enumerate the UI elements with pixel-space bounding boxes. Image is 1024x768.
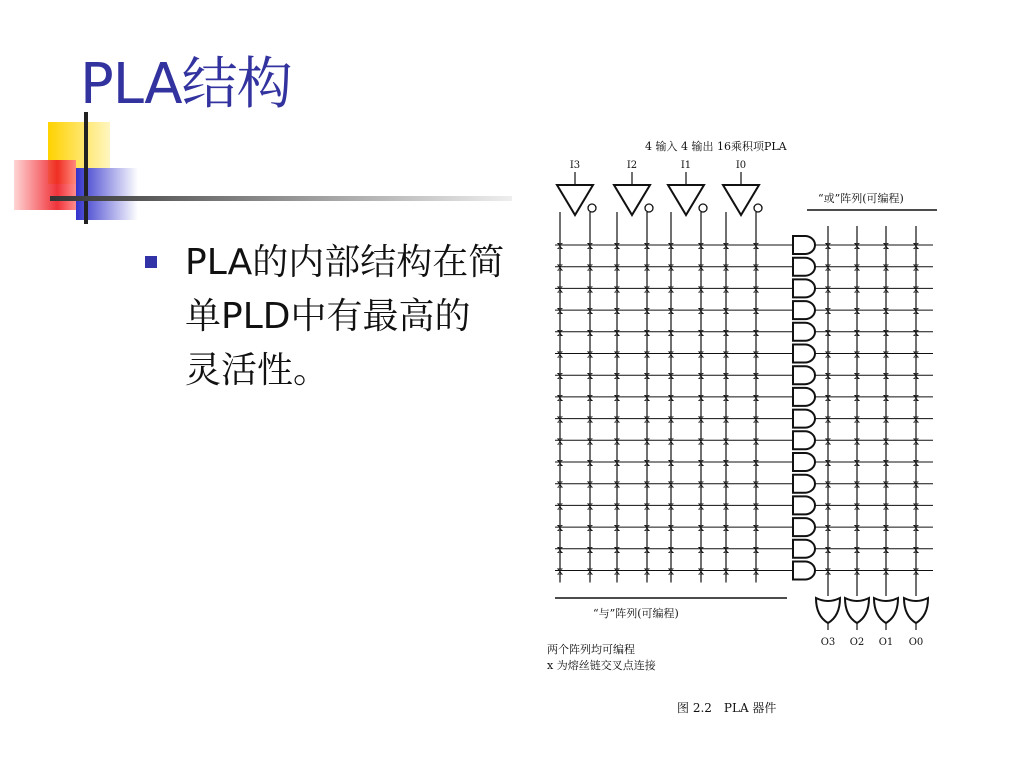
fuse-x-mark: x <box>697 456 705 469</box>
fuse-x-mark: x <box>613 239 621 252</box>
fuse-x-mark: x <box>613 282 621 296</box>
fuse-x-mark: x <box>824 325 832 339</box>
input-label-i2: I2 <box>626 160 638 171</box>
fuse-x-mark: x <box>667 542 675 556</box>
output-label-o0: O0 <box>908 637 924 648</box>
fuse-x-mark: x <box>722 304 730 318</box>
fuse-x-mark: x <box>912 239 920 252</box>
fuse-x-mark: x <box>613 542 621 556</box>
and-gate-icon <box>793 540 815 558</box>
fuse-x-mark: x <box>556 347 564 361</box>
fuse-x-mark: x <box>722 521 730 535</box>
fuse-x-mark: x <box>752 390 760 404</box>
figure-caption: 图 2.2 PLA 器件 <box>677 701 777 715</box>
fuse-x-mark: x <box>912 369 920 383</box>
fuse-x-mark: x <box>824 369 832 383</box>
and-gate-icon <box>793 236 815 254</box>
fuse-x-mark: x <box>752 260 760 274</box>
fuse-x-mark: x <box>697 390 705 404</box>
fuse-x-mark: x <box>912 456 920 469</box>
fuse-x-mark: x <box>752 304 760 318</box>
fuse-x-mark: x <box>912 477 920 491</box>
fuse-x-mark: x <box>667 347 675 361</box>
fuse-x-mark: x <box>586 542 594 556</box>
fuse-x-mark: x <box>912 282 920 296</box>
buffer-triangle-icon <box>614 185 650 215</box>
buffer-triangle-icon <box>668 185 704 215</box>
fuse-x-mark: x <box>752 521 760 535</box>
fuse-x-mark: x <box>882 325 890 339</box>
and-gate-icon <box>793 410 815 428</box>
fuse-x-mark: x <box>697 564 705 578</box>
fuse-x-mark: x <box>613 434 621 448</box>
fuse-x-mark: x <box>667 477 675 491</box>
fuse-x-mark: x <box>556 412 564 426</box>
fuse-x-mark: x <box>824 521 832 535</box>
fuse-x-mark: x <box>586 282 594 296</box>
fuse-x-mark: x <box>667 282 675 296</box>
and-gate-icon <box>793 453 815 471</box>
fuse-x-mark: x <box>586 477 594 491</box>
fuse-x-mark: x <box>752 456 760 469</box>
and-gate-icon <box>793 301 815 319</box>
output-label-o2: O2 <box>849 637 865 648</box>
fuse-x-mark: x <box>586 369 594 383</box>
fuse-x-mark: x <box>697 412 705 426</box>
fuse-x-mark: x <box>722 564 730 578</box>
fuse-x-mark: x <box>643 499 651 513</box>
and-gate-icon <box>793 366 815 384</box>
fuse-x-mark: x <box>824 564 832 578</box>
fuse-x-mark: x <box>853 542 861 556</box>
and-gate-icon <box>793 562 815 580</box>
bullet-text: PLA的内部结构在简单PLD中有最高的灵活性。 <box>185 242 505 391</box>
fuse-x-mark: x <box>697 239 705 252</box>
fuse-x-mark: x <box>556 434 564 448</box>
fuse-x-mark: x <box>586 564 594 578</box>
fuse-x-mark: x <box>643 456 651 469</box>
fuse-x-mark: x <box>882 304 890 318</box>
fuse-x-mark: x <box>556 239 564 252</box>
fuse-x-mark: x <box>556 260 564 274</box>
fuse-x-mark: x <box>882 282 890 296</box>
fuse-x-mark: x <box>752 564 760 578</box>
fuse-x-mark: x <box>667 369 675 383</box>
fuse-x-mark: x <box>667 325 675 339</box>
fuse-x-mark: x <box>912 347 920 361</box>
fuse-x-mark: x <box>853 456 861 469</box>
fuse-x-mark: x <box>882 521 890 535</box>
fuse-x-mark: x <box>556 477 564 491</box>
fuse-x-mark: x <box>853 369 861 383</box>
fuse-x-mark: x <box>643 369 651 383</box>
fuse-x-mark: x <box>556 304 564 318</box>
fuse-x-mark: x <box>556 499 564 513</box>
fuse-x-mark: x <box>752 477 760 491</box>
diagram-heading: 4 输入 4 输出 16乘积项PLA <box>645 140 787 153</box>
and-gate-icon <box>793 475 815 493</box>
square-bullet-icon <box>145 256 157 268</box>
fuse-x-mark: x <box>667 434 675 448</box>
deco-horizontal-line <box>50 196 512 201</box>
fuse-x-mark: x <box>824 542 832 556</box>
and-gate-icon <box>793 388 815 406</box>
fuse-x-mark: x <box>853 412 861 426</box>
fuse-x-mark: x <box>643 542 651 556</box>
fuse-x-mark: x <box>613 456 621 469</box>
fuse-x-mark: x <box>752 369 760 383</box>
or-gate-icon <box>845 598 869 623</box>
fuse-x-mark: x <box>667 456 675 469</box>
fuse-x-mark: x <box>824 412 832 426</box>
output-label-o1: O1 <box>878 637 894 648</box>
fuse-x-mark: x <box>556 456 564 469</box>
pla-diagram <box>535 130 955 730</box>
fuse-x-mark: x <box>853 239 861 252</box>
fuse-x-mark: x <box>613 347 621 361</box>
and-gate-icon <box>793 258 815 276</box>
fuse-x-mark: x <box>613 499 621 513</box>
and-gate-icon <box>793 496 815 514</box>
fuse-x-mark: x <box>722 282 730 296</box>
fuse-x-mark: x <box>667 499 675 513</box>
fuse-x-mark: x <box>613 412 621 426</box>
fuse-x-mark: x <box>722 260 730 274</box>
inverter-bubble-icon <box>699 204 707 212</box>
fuse-x-mark: x <box>667 304 675 318</box>
fuse-x-mark: x <box>613 521 621 535</box>
fuse-x-mark: x <box>752 239 760 252</box>
fuse-x-mark: x <box>667 412 675 426</box>
fuse-x-mark: x <box>882 412 890 426</box>
or-gate-icon <box>874 598 898 623</box>
fuse-x-mark: x <box>643 347 651 361</box>
or-gate-row <box>816 598 928 630</box>
fuse-x-mark: x <box>722 412 730 426</box>
fuse-x-mark: x <box>912 304 920 318</box>
fuse-x-mark: x <box>722 456 730 469</box>
fuse-x-mark: x <box>556 542 564 556</box>
fuse-x-mark: x <box>722 369 730 383</box>
fuse-x-mark: x <box>752 434 760 448</box>
fuse-x-mark: x <box>697 369 705 383</box>
fuse-x-mark: x <box>586 434 594 448</box>
fuse-x-mark: x <box>912 390 920 404</box>
fuse-x-mark: x <box>853 434 861 448</box>
fuse-x-mark: x <box>586 325 594 339</box>
or-gate-icon <box>816 598 840 623</box>
fuse-x-mark: x <box>667 564 675 578</box>
fuse-x-mark: x <box>853 521 861 535</box>
note-line-2: x 为熔丝链交叉点连接 <box>547 659 656 672</box>
output-label-o3: O3 <box>820 637 836 648</box>
fuse-x-mark: x <box>556 521 564 535</box>
fuse-x-mark: x <box>643 564 651 578</box>
fuse-x-mark: x <box>643 239 651 252</box>
note-line-1: 两个阵列均可编程 <box>547 643 635 656</box>
fuse-x-mark: x <box>697 499 705 513</box>
and-or-grid <box>555 172 933 596</box>
fuse-x-mark: x <box>697 434 705 448</box>
input-label-i3: I3 <box>569 160 581 171</box>
fuse-x-mark: x <box>853 499 861 513</box>
fuse-x-mark: x <box>912 499 920 513</box>
fuse-x-mark: x <box>586 260 594 274</box>
fuse-x-mark: x <box>882 390 890 404</box>
fuse-x-mark: x <box>752 499 760 513</box>
fuse-x-mark: x <box>912 521 920 535</box>
fuse-x-mark: x <box>824 282 832 296</box>
fuse-x-mark: x <box>912 325 920 339</box>
fuse-x-mark: x <box>722 239 730 252</box>
fuse-x-mark: x <box>853 260 861 274</box>
fuse-x-mark: x <box>643 412 651 426</box>
and-gate-icon <box>793 345 815 363</box>
fuse-x-mark: x <box>667 390 675 404</box>
fuse-x-mark: x <box>643 477 651 491</box>
deco-vertical-line <box>84 112 88 224</box>
fuse-x-mark: x <box>643 304 651 318</box>
page-title: PLA结构 <box>80 52 292 117</box>
fuse-x-mark: x <box>853 347 861 361</box>
fuse-x-mark: x <box>722 542 730 556</box>
fuse-x-mark: x <box>697 477 705 491</box>
fuse-x-mark: x <box>912 542 920 556</box>
fuse-x-mark: x <box>882 347 890 361</box>
fuse-x-mark: x <box>722 325 730 339</box>
fuse-x-mark: x <box>613 325 621 339</box>
fuse-x-mark: x <box>752 282 760 296</box>
fuse-x-mark: x <box>853 325 861 339</box>
fuse-x-mark: x <box>824 456 832 469</box>
fuse-x-mark: x <box>722 477 730 491</box>
fuse-x-mark: x <box>697 542 705 556</box>
fuse-x-mark: x <box>882 239 890 252</box>
fuse-x-mark: x <box>697 304 705 318</box>
fuse-x-mark: x <box>556 325 564 339</box>
fuse-x-mark: x <box>882 499 890 513</box>
fuse-x-mark: x <box>824 499 832 513</box>
fuse-x-mark: x <box>556 369 564 383</box>
fuse-x-mark: x <box>667 260 675 274</box>
fuse-x-mark: x <box>882 260 890 274</box>
fuse-x-mark: x <box>643 325 651 339</box>
inverter-bubble-icon <box>588 204 596 212</box>
fuse-x-mark: x <box>882 369 890 383</box>
fuse-x-mark: x <box>824 260 832 274</box>
fuse-x-mark: x <box>643 390 651 404</box>
fuse-x-mark: x <box>824 434 832 448</box>
or-gate-icon <box>904 598 928 623</box>
fuse-x-mark: x <box>882 542 890 556</box>
fuse-x-mark: x <box>586 239 594 252</box>
fuse-x-mark: x <box>824 477 832 491</box>
and-gate-icon <box>793 279 815 297</box>
input-label-i1: I1 <box>680 160 692 171</box>
input-label-i0: I0 <box>735 160 747 171</box>
and-array-label: “与”阵列(可编程) <box>593 607 679 620</box>
fuse-x-mark: x <box>643 260 651 274</box>
fuse-x-mark: x <box>722 434 730 448</box>
header-decoration <box>0 0 520 240</box>
fuse-x-mark: x <box>613 260 621 274</box>
buffer-triangle-icon <box>723 185 759 215</box>
fuse-x-mark: x <box>722 499 730 513</box>
fuse-x-mark: x <box>912 564 920 578</box>
or-array-label: “或”阵列(可编程) <box>818 192 904 205</box>
fuse-x-mark: x <box>697 347 705 361</box>
fuse-x-mark: x <box>586 347 594 361</box>
and-gate-icon <box>793 431 815 449</box>
buffer-triangle-icon <box>557 185 593 215</box>
fuse-x-mark: x <box>824 347 832 361</box>
fuse-x-mark: x <box>882 456 890 469</box>
fuse-x-mark: x <box>824 390 832 404</box>
fuse-x-mark: x <box>613 477 621 491</box>
fuse-x-mark: x <box>556 564 564 578</box>
fuse-x-mark: x <box>853 564 861 578</box>
fuse-x-mark: x <box>853 304 861 318</box>
fuse-x-mark: x <box>697 260 705 274</box>
bullet-item <box>145 236 505 398</box>
fuse-x-mark: x <box>752 325 760 339</box>
fuse-x-mark: x <box>586 456 594 469</box>
fuse-x-mark: x <box>697 282 705 296</box>
fuse-x-mark: x <box>586 412 594 426</box>
fuse-x-mark: x <box>613 390 621 404</box>
fuse-x-mark: x <box>722 390 730 404</box>
fuse-x-mark: x <box>912 260 920 274</box>
fuse-x-mark: x <box>586 304 594 318</box>
fuse-x-mark: x <box>556 282 564 296</box>
fuse-x-mark: x <box>586 521 594 535</box>
fuse-x-mark: x <box>613 369 621 383</box>
fuse-x-mark: x <box>882 564 890 578</box>
fuse-x-mark: x <box>697 325 705 339</box>
inverter-bubble-icon <box>754 204 762 212</box>
fuse-x-mark: x <box>643 434 651 448</box>
fuse-x-mark: x <box>824 304 832 318</box>
fuse-x-mark: x <box>882 477 890 491</box>
fuse-x-mark: x <box>556 390 564 404</box>
fuse-x-mark: x <box>912 434 920 448</box>
fuse-x-mark: x <box>697 521 705 535</box>
fuse-x-mark: x <box>643 521 651 535</box>
fuse-x-mark: x <box>824 239 832 252</box>
inverter-bubble-icon <box>645 204 653 212</box>
bullet-list <box>145 236 505 398</box>
and-gate-icon <box>793 323 815 341</box>
fuse-x-mark: x <box>586 499 594 513</box>
fuse-x-mark: x <box>722 347 730 361</box>
fuse-x-mark: x <box>752 347 760 361</box>
fuse-x-mark: x <box>613 564 621 578</box>
fuse-x-mark: x <box>667 239 675 252</box>
fuse-x-mark: x <box>912 412 920 426</box>
fuse-x-mark: x <box>613 304 621 318</box>
fuse-x-mark: x <box>882 434 890 448</box>
fuse-x-mark: x <box>586 390 594 404</box>
fuse-x-mark: x <box>752 412 760 426</box>
fuse-x-mark: x <box>752 542 760 556</box>
deco-red-square <box>14 160 76 210</box>
and-gate-icon <box>793 518 815 536</box>
fuse-x-mark: x <box>853 390 861 404</box>
fuse-x-mark: x <box>643 282 651 296</box>
fuse-x-mark: x <box>853 282 861 296</box>
fuse-x-mark: x <box>853 477 861 491</box>
fuse-x-mark: x <box>667 521 675 535</box>
